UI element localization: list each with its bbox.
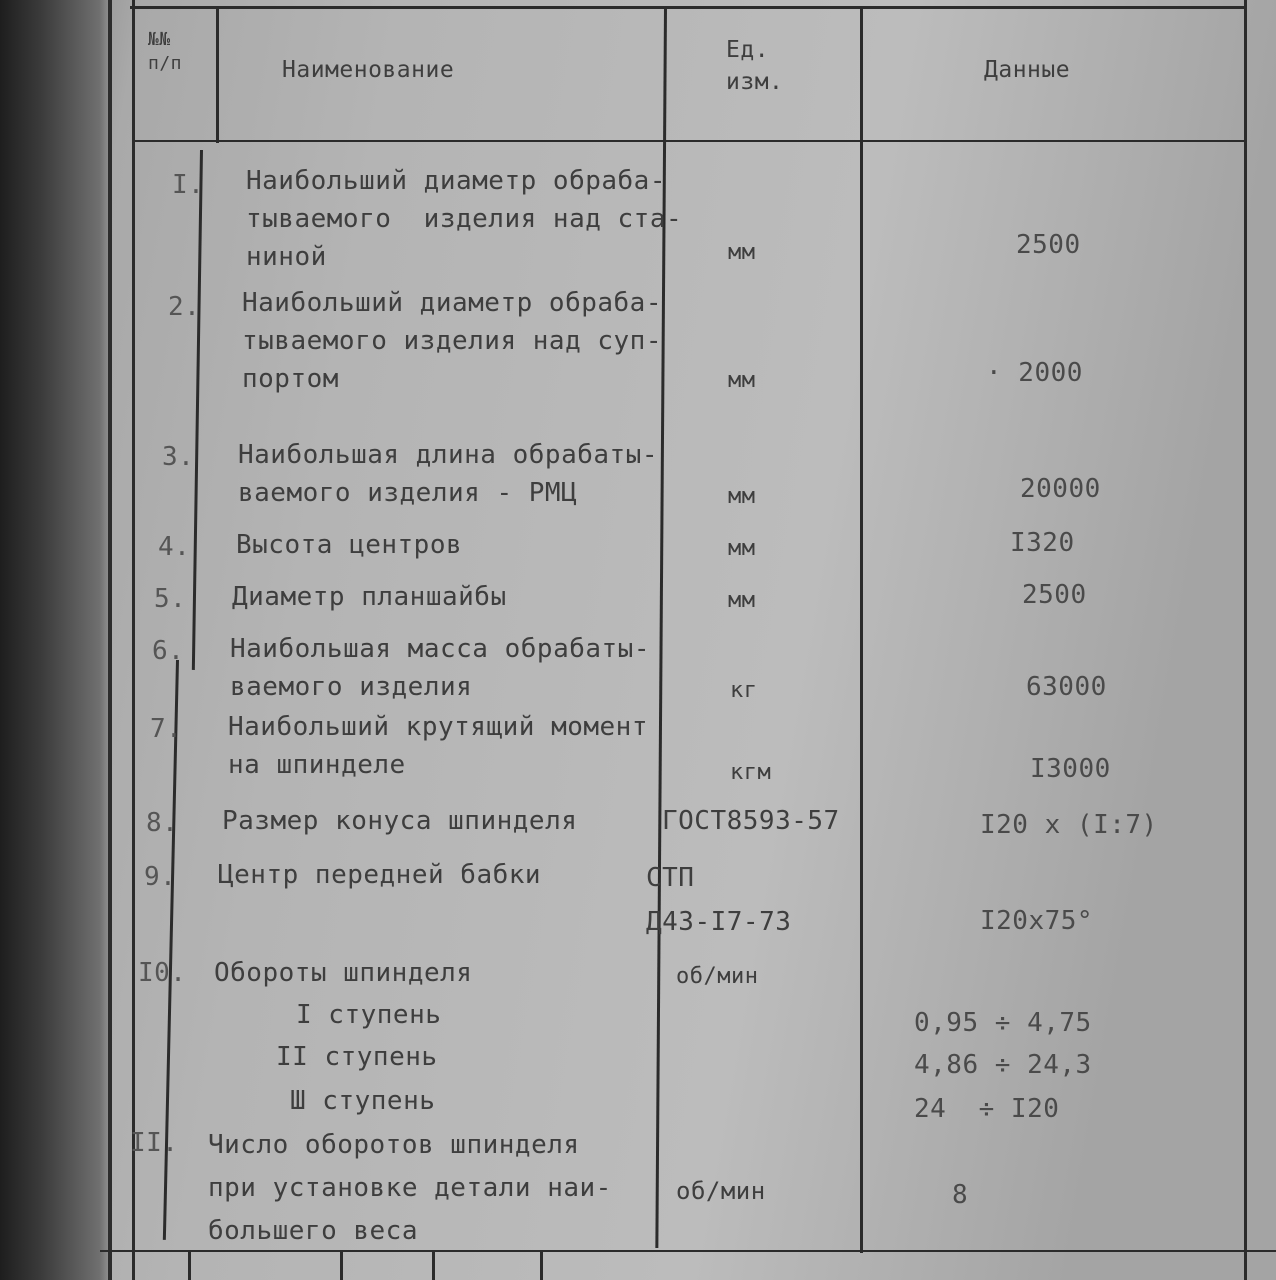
header-bottom-rule (134, 140, 1246, 142)
row-unit: мм (728, 588, 756, 613)
binding-shadow (0, 0, 108, 1280)
row-name: Обороты шпинделя (214, 958, 473, 988)
row-value: I3000 (1030, 754, 1111, 784)
row-name: Число оборотов шпинделя при установке детали наи- большего веса (208, 1130, 612, 1246)
row-value: 2500 (1022, 580, 1087, 610)
row-unit: мм (728, 240, 756, 265)
row-num: 2. (168, 292, 201, 322)
row-name: Диаметр планшайбы (232, 582, 507, 612)
row-num: I. (172, 170, 205, 200)
row-num: 4. (158, 532, 191, 562)
row-num: 9. (144, 862, 177, 892)
row-unit: мм (728, 536, 756, 561)
row-num: 7. (150, 714, 183, 744)
row-value: I20x75° (980, 906, 1094, 936)
row-name: Центр передней бабки (218, 860, 542, 890)
header-unit: Ед. изм. (726, 37, 784, 95)
row-num: 5. (154, 584, 187, 614)
header-name: Наименование (282, 57, 455, 83)
row-name: Наибольший диаметр обраба- тываемого изделия над суп- портом (242, 288, 662, 394)
page-fold (108, 0, 112, 1280)
row-num: 6. (152, 636, 185, 666)
col-divider-data (860, 8, 863, 1253)
stage-value: 4,86 ÷ 24,3 (914, 1050, 1092, 1080)
row-num: I0. (138, 958, 187, 988)
col-divider-num (216, 8, 219, 143)
row-value: I20 x (I:7) (980, 810, 1158, 840)
row-name: Наибольшая длина обрабаты- ваемого изделия - РМЦ (238, 440, 658, 508)
stage-label: I ступень (296, 1000, 442, 1030)
table-top-rule (130, 6, 1246, 9)
header-data: Данные (984, 57, 1071, 83)
col-divider-num-body (192, 150, 203, 670)
row-value: 63000 (1026, 672, 1107, 702)
row-unit: ГОСТ8593-57 (662, 806, 840, 836)
row-unit: об/мин (676, 1177, 766, 1205)
row-value: 8 (952, 1180, 969, 1210)
stamp-div-4 (540, 1250, 543, 1280)
stage-value: 24 ÷ I20 (914, 1094, 1060, 1124)
row-num: II. (130, 1128, 179, 1158)
row-value: I320 (1010, 528, 1075, 558)
row-num: 3. (162, 442, 195, 472)
page-left-rule (132, 0, 135, 1280)
row-value: 2500 (1016, 230, 1081, 260)
stamp-div-2 (340, 1250, 343, 1280)
stage-value: 0,95 ÷ 4,75 (914, 1008, 1092, 1038)
row-name: Размер конуса шпинделя (222, 806, 578, 836)
table-right-rule (1244, 0, 1247, 1280)
stage-label: Ш ступень (290, 1086, 436, 1116)
row-num: 8. (146, 808, 179, 838)
stage-label: II ступень (276, 1042, 438, 1072)
row-unit: СТП Д43-I7-73 (646, 863, 792, 937)
stamp-div-3 (432, 1250, 435, 1280)
row-unit: мм (728, 368, 756, 393)
stamp-div-1 (188, 1250, 191, 1280)
row-name: Наибольший крутящий момент на шпинделе (228, 712, 648, 780)
row-name: Наибольший диаметр обраба- тываемого изделия над ста- ниной (246, 166, 683, 272)
row-unit: мм (728, 484, 756, 509)
row-unit: об/мин (676, 964, 759, 989)
row-name: Наибольшая масса обрабаты- ваемого изделия (230, 634, 650, 702)
row-value: 20000 (1020, 474, 1101, 504)
row-name: Высота центров (236, 530, 463, 560)
row-value: · 2000 (986, 358, 1083, 388)
row-unit: кг (730, 678, 758, 703)
header-num: №№ п/п (148, 29, 183, 74)
row-unit: кгм (730, 760, 772, 785)
